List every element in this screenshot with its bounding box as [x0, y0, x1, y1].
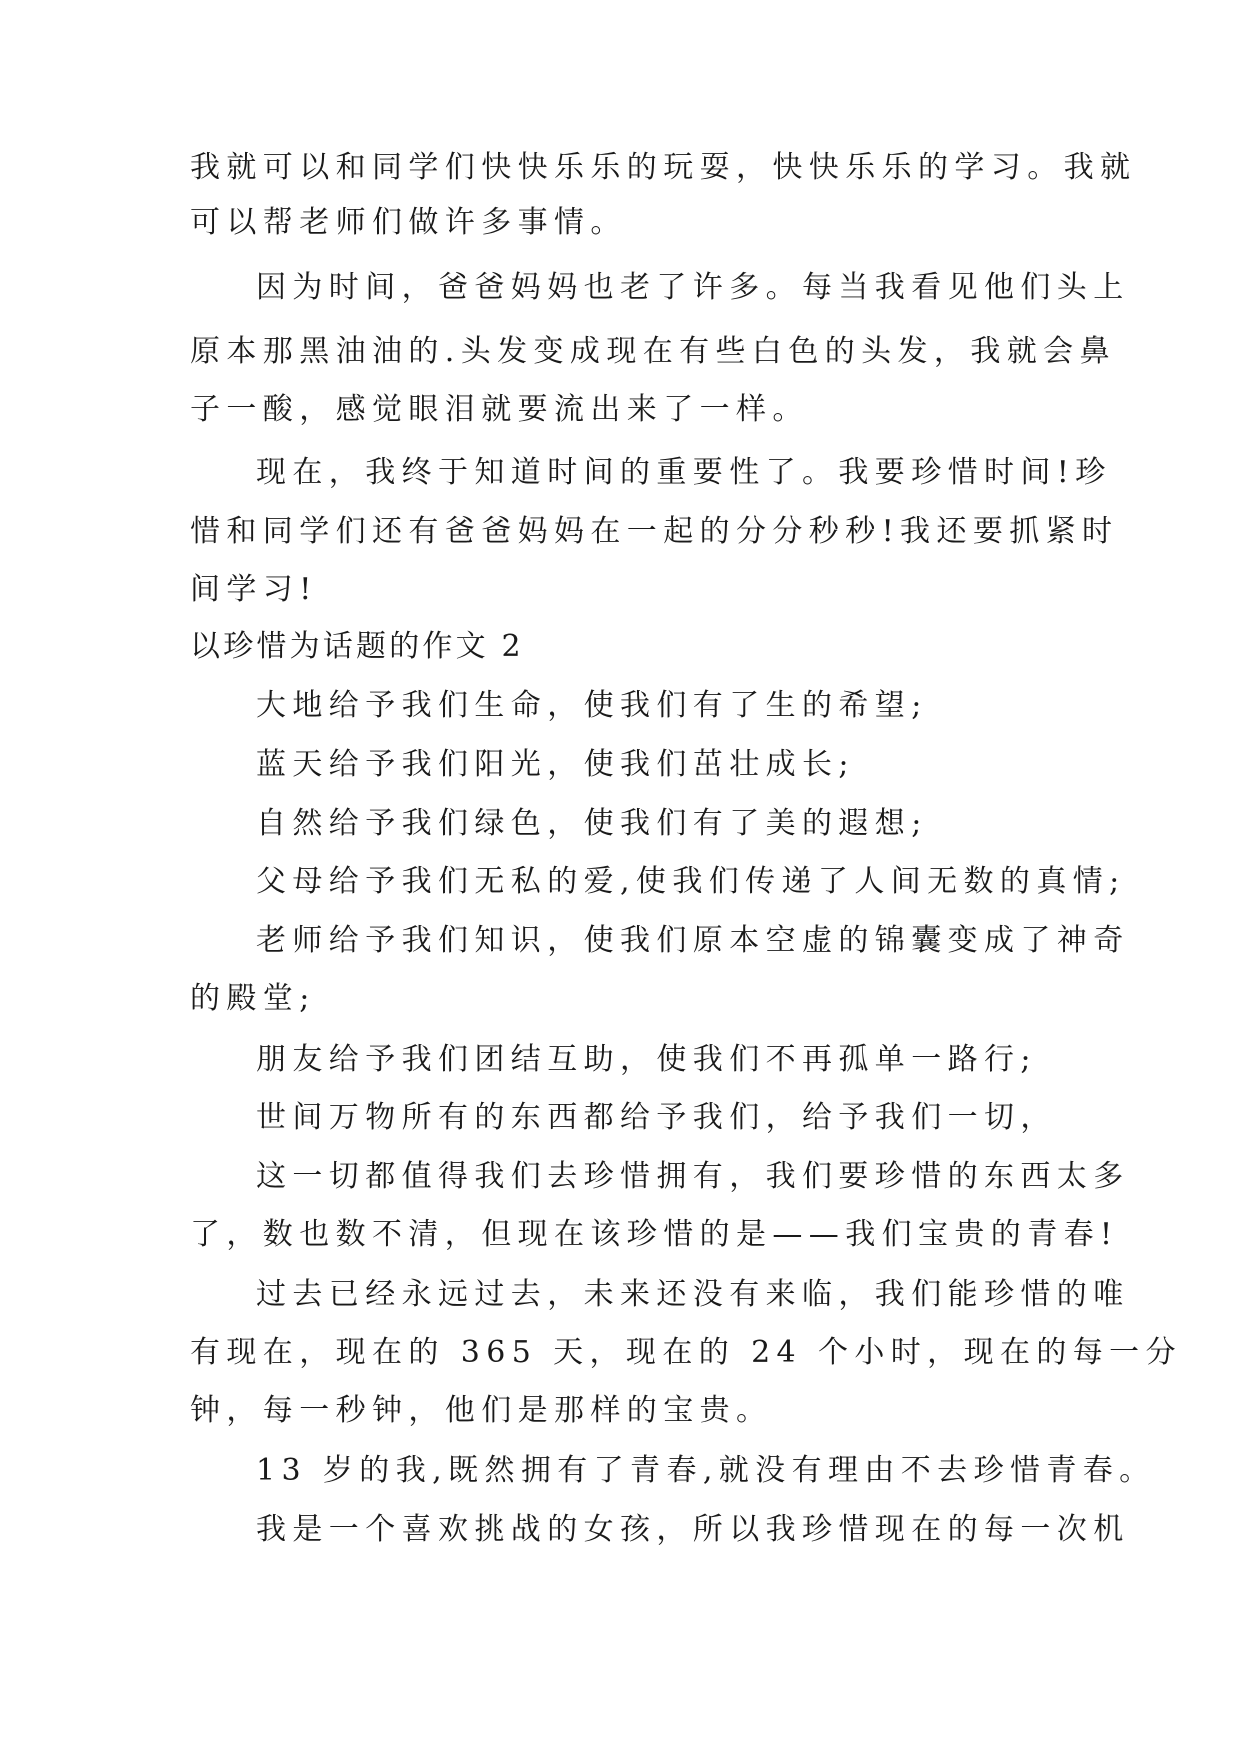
text-line: 朋友给予我们团结互助，使我们不再孤单一路行;	[256, 1042, 1037, 1077]
text-line: 因为时间，爸爸妈妈也老了许多。每当我看见他们头上	[256, 270, 1130, 305]
text-line: 间学习!	[190, 572, 318, 607]
text-line: 世间万物所有的东西都给予我们，给予我们一切，	[256, 1100, 1057, 1135]
text-line: 原本那黑油油的.头发变成现在有些白色的头发，我就会鼻	[190, 334, 1116, 369]
text-line: 我就可以和同学们快快乐乐的玩耍，快快乐乐的学习。我就	[190, 150, 1137, 185]
text-line: 惜和同学们还有爸爸妈妈在一起的分分秒秒!我还要抓紧时	[190, 514, 1119, 549]
text-line: 有现在，现在的 365 天，现在的 24 个小时，现在的每一分	[190, 1335, 1182, 1370]
text-line: 老师给予我们知识，使我们原本空虚的锦囊变成了神奇	[256, 923, 1130, 958]
text-line: 我是一个喜欢挑战的女孩，所以我珍惜现在的每一次机	[256, 1512, 1130, 1547]
text-line: 子一酸，感觉眼泪就要流出来了一样。	[190, 392, 809, 427]
text-line: 现在，我终于知道时间的重要性了。我要珍惜时间!珍	[256, 455, 1112, 490]
text-line: 自然给予我们绿色，使我们有了美的遐想;	[256, 806, 928, 841]
text-line: 了，数也数不清，但现在该珍惜的是——我们宝贵的青春!	[190, 1217, 1119, 1252]
text-line: 蓝天给予我们阳光，使我们茁壮成长;	[256, 747, 855, 782]
text-line: 可以帮老师们做许多事情。	[190, 205, 627, 240]
text-line: 13 岁的我,既然拥有了青春,就没有理由不去珍惜青春。	[256, 1453, 1156, 1488]
text-line: 过去已经永远过去，未来还没有来临，我们能珍惜的唯	[256, 1277, 1130, 1312]
text-line: 的殿堂;	[190, 981, 316, 1016]
text-line: 大地给予我们生命，使我们有了生的希望;	[256, 688, 928, 723]
text-line: 父母给予我们无私的爱,使我们传递了人间无数的真情;	[256, 864, 1126, 899]
text-line: 钟，每一秒钟，他们是那样的宝贵。	[190, 1393, 773, 1428]
section-heading: 以珍惜为话题的作文 2	[190, 629, 524, 664]
text-line: 这一切都值得我们去珍惜拥有，我们要珍惜的东西太多	[256, 1159, 1130, 1194]
